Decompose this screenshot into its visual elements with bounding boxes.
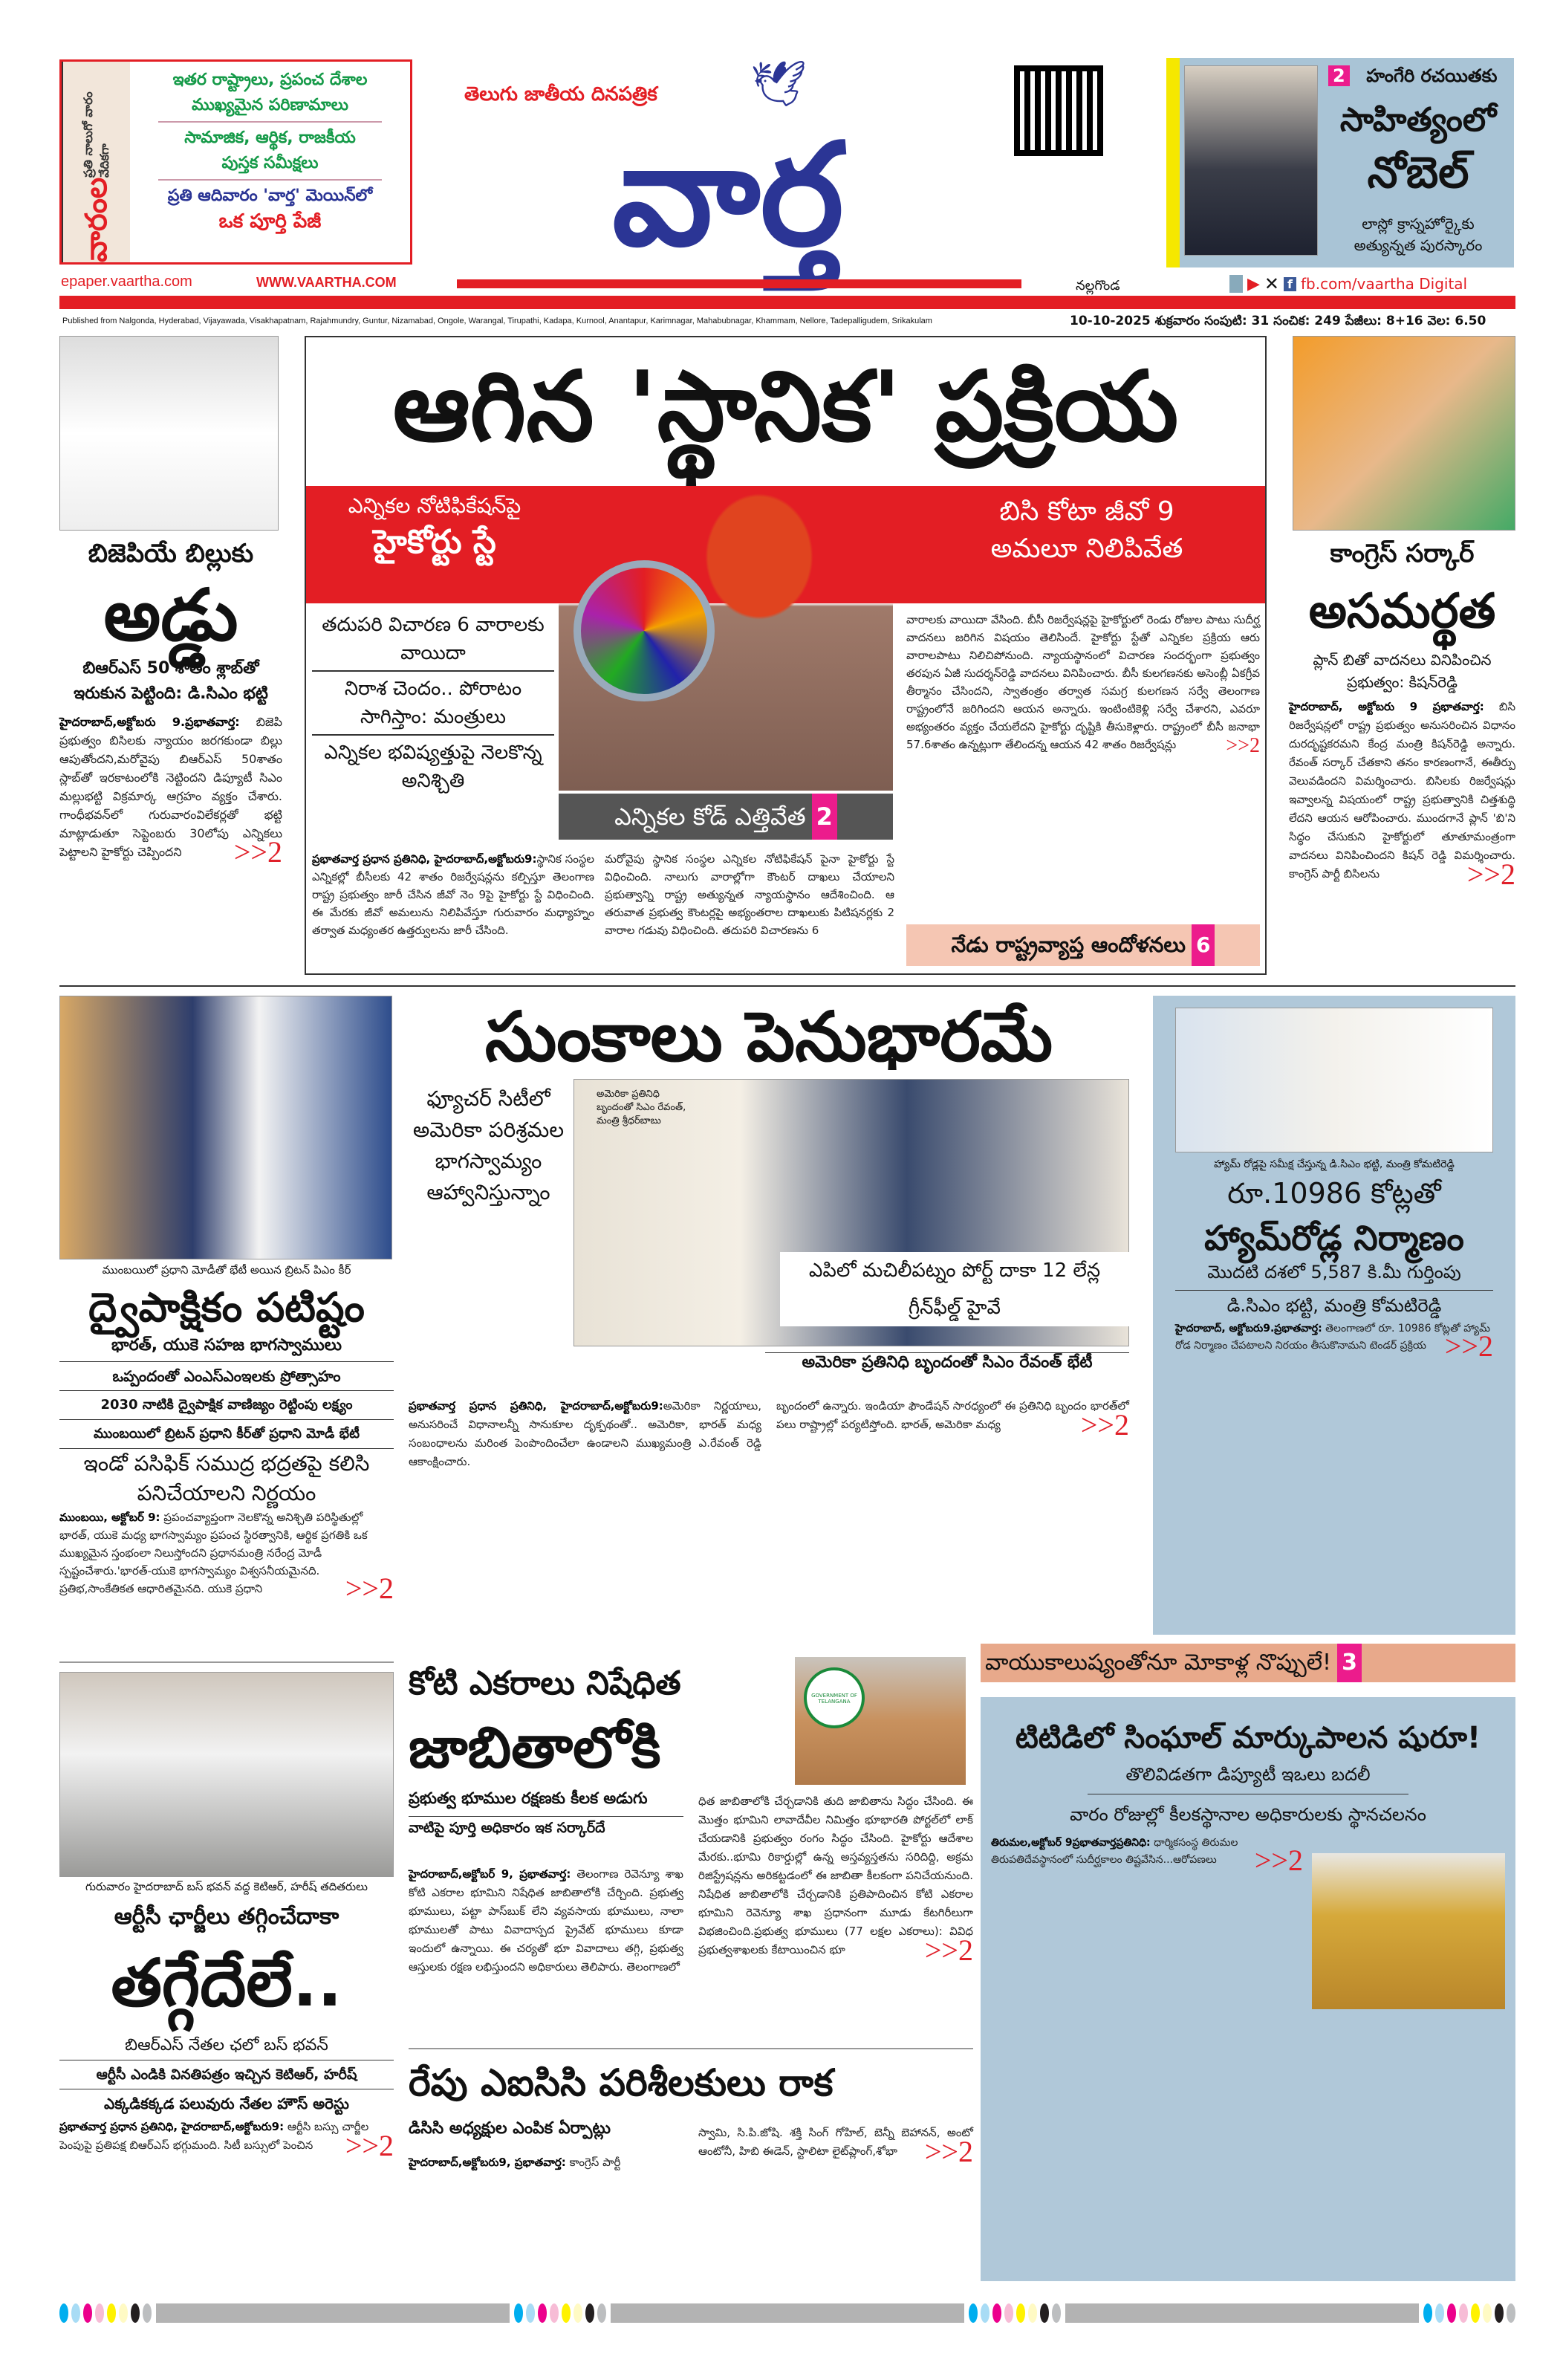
modi-starmer-photo bbox=[59, 996, 392, 1259]
continued-link[interactable]: >>2 bbox=[924, 1933, 973, 1967]
author-photo bbox=[1184, 65, 1318, 256]
facebook-icon[interactable]: f bbox=[1284, 277, 1296, 291]
continued-link[interactable]: >>2 bbox=[233, 835, 282, 869]
tirumala-temple-photo bbox=[1312, 1853, 1505, 2009]
masthead-underline bbox=[457, 279, 1021, 288]
masthead-logo: వార్త bbox=[612, 113, 844, 277]
continued-link[interactable]: >>2 bbox=[345, 2129, 394, 2162]
headline: హ్యామ్‌రోడ్ల నిర్మాణం bbox=[1204, 1218, 1464, 1258]
promo-title-2: నోబెల్ bbox=[1367, 147, 1469, 198]
continued-link[interactable]: >>2 bbox=[1444, 1329, 1493, 1363]
continued-link[interactable]: >>2 bbox=[924, 2135, 973, 2168]
page-ref: 2 bbox=[812, 794, 837, 840]
published-from: Published from Nalgonda, Hyderabad, Vijayawada, Visakhapatnam, Rajahmundry, Guntur, Nizamabad, Ongole, Warangal, Tirupathi, Kadapa, Kurnool, Anantapur, Karimnagar, Mahabubnagar, Khammam, Nellore, Tadepalligudem, Srikakulam bbox=[62, 317, 932, 325]
lead-headline: ఆగిన 'స్థానిక' ప్రక్రియ bbox=[392, 350, 1179, 463]
dove-icon: 🕊 bbox=[750, 58, 808, 110]
code-banner: ఎన్నికల కోడ్ ఎత్తివేత 2 bbox=[559, 794, 893, 840]
headline: రేపు ఎఐసిసి పరిశీలకులు రాక bbox=[409, 2061, 834, 2104]
headline: ద్వైపాక్షికం పటిష్టం bbox=[88, 1284, 365, 1331]
continued-link[interactable]: >>2 bbox=[1226, 734, 1260, 757]
headline: అడ్డు bbox=[103, 574, 238, 657]
website-link[interactable]: WWW.VAARTHA.COM bbox=[256, 275, 397, 290]
page-ref: 6 bbox=[1192, 924, 1215, 966]
ad-line: సామాజిక, ఆర్థిక, రాజకీయ bbox=[184, 129, 356, 147]
subheadline: బిఆర్‌ఎస్ 50 శాతం శ్లాబ్‌తో ఇరుకున పెట్టింది: డి.సిఎం భట్టి bbox=[74, 659, 268, 703]
magazine-logo: వారంల ప్రతి నాలుగో వారం వేదికగా bbox=[62, 62, 130, 262]
epaper-link[interactable]: epaper.vaartha.com bbox=[61, 273, 192, 290]
qr-code[interactable] bbox=[1014, 65, 1103, 156]
headline: అసమర్థత bbox=[1308, 584, 1496, 639]
social-links[interactable] bbox=[1229, 273, 1467, 294]
telangana-seal: GOVERNMENT OF TELANGANA bbox=[804, 1667, 865, 1728]
youtube-icon[interactable]: ▶ bbox=[1247, 274, 1260, 294]
review-meeting-photo bbox=[1175, 1008, 1493, 1152]
social-handle[interactable]: fb.com/vaartha Digital bbox=[1301, 275, 1468, 293]
ad-line: ఇతర రాష్ట్రాలు, ప్రపంచ దేశాల bbox=[172, 71, 368, 89]
print-color-marks bbox=[59, 2303, 1515, 2323]
ad-line: ముఖ్యమైన పరిణామాలు bbox=[192, 96, 348, 114]
continued-link[interactable]: >>2 bbox=[1466, 857, 1515, 891]
continued-link[interactable]: >>2 bbox=[1254, 1844, 1303, 1877]
promo-title: సాహిత్యంలో bbox=[1339, 101, 1497, 139]
photo-caption: ముంబయిలో ప్రధాని మోడీతో భేటీ అయిన బ్రిటన్ పిఎం కీర్ bbox=[102, 1263, 351, 1277]
magnifier-graphic bbox=[573, 560, 715, 701]
dateline: 10-10-2025 శుక్రవారం సంపుటి: 31 సంచిక: 249 పేజీలు: 8+16 వెల: 6.50 bbox=[1070, 314, 1486, 328]
headline: సుంకాలు పెనుభారమే bbox=[484, 997, 1053, 1077]
page-ref: 2 bbox=[1328, 65, 1350, 86]
lead-story: ఆగిన 'స్థానిక' ప్రక్రియ ఎన్నికల నోటిఫికేషన్‌పై హైకోర్టు స్టే బిసి కోటా జీవో 9 అమలూ నిలిపివేత తదుపరి విచారణ 6 వారాలకు వాయిదా నిరాశ చెందం.. పోరాటం సాగిస్తాం: మంత్రులు ఎన్నికల భవిష్యత్తుపై నెలకొన్న అనిశ్చితి ఎన్నికల కోడ్ ఎత్తివేత 2 ప్రభాతవార్త ప్రధాన ప్రతినిధి, హైదరాబాద్,అక్టోబరు9:స్థానిక సంస్థల ఎన్నికల్లో బీసీలకు 42 శాతం రిజర్వేషన్లను కల్పిస్తూ తెలంగాణ రాష్ట్ర ప్రభుత్వం జారీ చేసిన జీవో నెం 9పై హైకోర్టు స్టే విధించింది. ఈ మేరకు జీవో అమలును నిలిపివేస్తూ గురువారం మధ్యాహ్నం తర్వాత మధ్యంతర ఉత్తర్వులను జారీ చేసింది. మరోవైపు స్థానిక సంస్థల ఎన్నికల నోటిఫికేషన్ పైనా హైకోర్టు స్టే విధించింది. నాలుగు వారాల్లోగా కౌంటర్ దాఖలు చేయాలని ప్రభుత్వాన్ని రాష్ట్ర అత్యున్నత న్యాయస్థానం ఆదేశించింది. ఆ తరువాత ప్రభుత్వ కౌంటర్లపై అభ్యంతరాల దాఖలుకు పిటిషనర్లకు 2 వారాల గడువు విధించింది. తదుపరి విచారణను 6 వారాలకు వాయిదా వేసింది. బీసీ రిజర్వేషన్లపై హైకోర్టులో రెండు రోజుల పాటు సుదీర్ఘ వాదనలు జరిగిన విషయం తెలిసిందే. హైకోర్టు స్టేతో ఎన్నికల ప్రక్రియ ఆరు వారాలపాటు నిలిచిపోనుంది. న్యాయస్థానంలో విచారణ సందర్భంగా ప్రభుత్వం తరపున ఏజీ సుదర్శన్‌రెడ్డి వాదనలు వినిపించారు. బీసీ కులగణనకు అసెంబ్లీ ఏకగ్రీవ తీర్మానం చేసిందని, స్వాతంత్రం తర్వాత సమగ్ర కులగణన సర్వే తెలంగాణ రాష్ట్రంలోనే జరిగిందని ఆయన అన్నారు. ఇంటింటికెళ్లి సర్వే చేశారని, ఎవరూ అభ్యంతరం వ్యక్తం చేయలేదని హైకోర్టు దృష్టికి తీసుకెళ్లారు. రాష్ట్రంలో బీసీ జనాభా 57.6శాతం ఉన్నట్లుగా తేలిందన్న ఆయన 42 శాతం రిజర్వేషన్లు >>2 నేడు రాష్ట్రవ్యాప్త ఆందోళనలు 6 bbox=[305, 336, 1267, 975]
us-delegation-photo: అమెరికా ప్రతినిధి బృందంతో సిఎం రేవంత్, మంత్రి శ్రీధర్‌బాబు bbox=[573, 1079, 1129, 1346]
ttd-panel: టిటిడిలో సింఘాల్ మార్కుపాలన షురూ! తొలివిడతగా డిప్యూటీ ఇఒలు బదలీ వారం రోజుల్లో కీలకస్థానాల అధికారులకు స్థానచలనం తిరుమల,అక్టోబర్ 9ప్రభాతవార్తప్రతినిధి: ధార్మికసంస్థ తిరుమల తిరుపతిదేవస్థానంలో సుదీర్ఘకాలం తిష్టవేసిన...ఆరోపణలు >>2 bbox=[981, 1697, 1515, 2281]
header-red-rule bbox=[59, 296, 1515, 309]
land-photo bbox=[795, 1657, 966, 1785]
headline: టిటిడిలో సింఘాల్ మార్కుపాలన షురూ! bbox=[1015, 1721, 1481, 1755]
continued-link[interactable]: >>2 bbox=[345, 1572, 394, 1605]
pollution-banner[interactable]: వాయుకాలుష్యంతోనూ మోకాళ్ల నొప్పులే! 3 bbox=[981, 1644, 1515, 1682]
page-ref: 3 bbox=[1337, 1644, 1362, 1682]
app-icon[interactable] bbox=[1229, 275, 1243, 293]
ad-line: ఒక పూర్తి పేజీ bbox=[218, 210, 322, 233]
headline: జాబితాలోకి bbox=[409, 1714, 661, 1780]
kishan-reddy-photo bbox=[1293, 336, 1515, 531]
continued-link[interactable]: >>2 bbox=[1080, 1408, 1129, 1442]
left-ad-box bbox=[59, 59, 412, 265]
bhatti-photo bbox=[59, 336, 279, 531]
promo-kicker: 2 హంగేరి రచయితకు bbox=[1322, 65, 1514, 91]
headline: తగ్గేదేలే.. bbox=[111, 1945, 342, 2021]
protest-banner[interactable]: నేడు రాష్ట్రవ్యాప్త ఆందోళనలు 6 bbox=[906, 924, 1260, 966]
headline-kicker: బిజెపియే బిల్లుకు bbox=[88, 539, 254, 568]
edition-name: నల్లగొండ bbox=[1076, 278, 1120, 294]
ham-roads-panel: హ్యామ్ రోడ్లపై సమీక్ష చేస్తున్న డి.సిఎం భట్టి, మంత్రి కోమటిరెడ్డి రూ.10986 కోట్లతో హ్యామ్‌రోడ్ల నిర్మాణం మొదటి దశలో 5,587 కి.మీ గుర్తింపు డి.సిఎం భట్టి, మంత్రి కోమటిరెడ్డి హైదరాబాద్, అక్టోబరు9.ప్రభాతవార్త: తెలంగాణలో రూ. 10986 కోట్లతో హ్యామ్ రోడ నిర్మాణం చేపటాలని నిరయం తీసుకొనామని టెండర్ ప్రక్రియ >>2 bbox=[1153, 996, 1515, 1635]
nobel-promo[interactable]: 2 హంగేరి రచయితకు సాహిత్యంలో నోబెల్ లాస్లో క్రాస్నహోర్కైకు అత్యున్నత పురస్కారం bbox=[1166, 58, 1514, 267]
ad-line: పుస్తక సమీక్షలు bbox=[221, 154, 319, 172]
bus-bhavan-photo bbox=[59, 1672, 394, 1877]
ad-line: ప్రతి ఆదివారం 'వార్త' మెయిన్‌లో bbox=[167, 187, 373, 205]
x-icon[interactable]: ✕ bbox=[1264, 273, 1280, 294]
masthead-tagline: తెలుగు జాతీయ దినపత్రిక bbox=[464, 83, 657, 106]
